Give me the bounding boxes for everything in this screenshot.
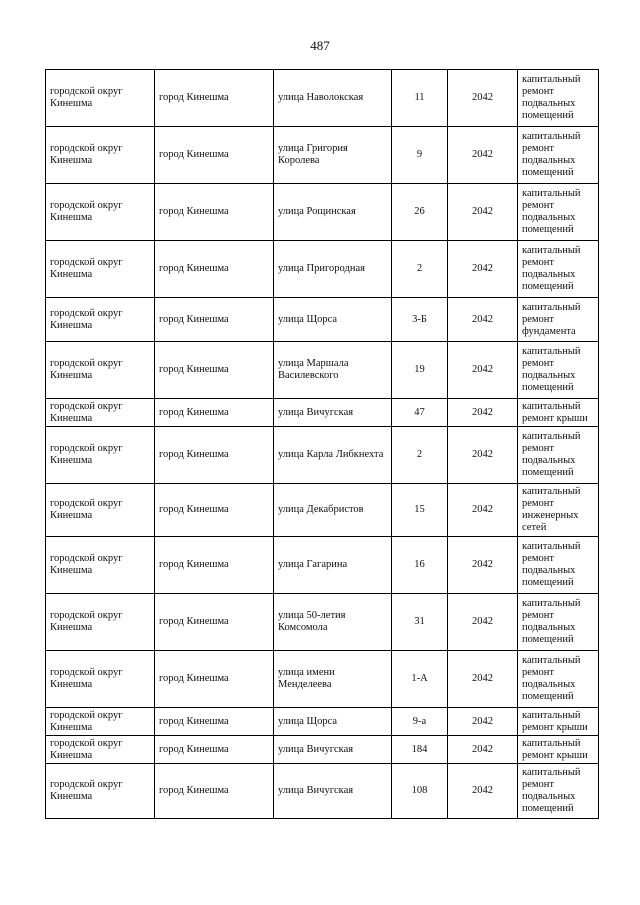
street-cell: улица Щорса	[274, 298, 392, 342]
street-cell: улица Вичугская	[274, 764, 392, 819]
municipality-cell: городской округ Кинешма	[46, 651, 155, 708]
municipality-cell: городской округ Кинешма	[46, 427, 155, 484]
municipality-cell: городской округ Кинешма	[46, 537, 155, 594]
house-number-cell: 108	[392, 764, 448, 819]
street-cell: улица Гагарина	[274, 537, 392, 594]
house-number-cell: 11	[392, 70, 448, 127]
work-type-cell: капитальный ремонт подвальных помещений	[518, 70, 599, 127]
table-row	[46, 594, 599, 651]
municipality-cell: городской округ Кинешма	[46, 399, 155, 427]
work-type-cell: капитальный ремонт подвальных помещений	[518, 342, 599, 399]
settlement-cell: город Кинешма	[155, 484, 274, 537]
street-cell: улица Рощинская	[274, 184, 392, 241]
street-cell: улица имени Менделеева	[274, 651, 392, 708]
house-number-cell: 26	[392, 184, 448, 241]
settlement-cell: город Кинешма	[155, 708, 274, 736]
settlement-cell: город Кинешма	[155, 184, 274, 241]
settlement-cell: город Кинешма	[155, 70, 274, 127]
table-row	[46, 708, 599, 736]
municipality-cell: городской округ Кинешма	[46, 298, 155, 342]
street-cell: улица Григория Королева	[274, 127, 392, 184]
work-type-cell: капитальный ремонт фундамента	[518, 298, 599, 342]
year-cell: 2042	[448, 70, 518, 127]
house-number-cell: 1-А	[392, 651, 448, 708]
house-number-cell: 15	[392, 484, 448, 537]
table-row	[46, 764, 599, 819]
page-number: 487	[310, 38, 330, 53]
street-cell: улица Декабристов	[274, 484, 392, 537]
year-cell: 2042	[448, 708, 518, 736]
work-type-cell: капитальный ремонт крыши	[518, 708, 599, 736]
work-type-cell: капитальный ремонт подвальных помещений	[518, 184, 599, 241]
table-row	[46, 427, 599, 484]
house-number-cell: 31	[392, 594, 448, 651]
year-cell: 2042	[448, 484, 518, 537]
work-type-cell: капитальный ремонт подвальных помещений	[518, 594, 599, 651]
year-cell: 2042	[448, 594, 518, 651]
year-cell: 2042	[448, 127, 518, 184]
work-type-cell: капитальный ремонт крыши	[518, 399, 599, 427]
street-cell: улица Маршала Василевского	[274, 342, 392, 399]
work-type-cell: капитальный ремонт подвальных помещений	[518, 127, 599, 184]
year-cell: 2042	[448, 241, 518, 298]
work-type-cell: капитальный ремонт инженерных сетей	[518, 484, 599, 537]
street-cell: улица Карла Либкнехта	[274, 427, 392, 484]
work-type-cell: капитальный ремонт подвальных помещений	[518, 764, 599, 819]
year-cell: 2042	[448, 537, 518, 594]
house-number-cell: 2	[392, 427, 448, 484]
year-cell: 2042	[448, 342, 518, 399]
municipality-cell: городской округ Кинешма	[46, 184, 155, 241]
table-row	[46, 127, 599, 184]
table-row	[46, 736, 599, 764]
municipality-cell: городской округ Кинешма	[46, 484, 155, 537]
municipality-cell: городской округ Кинешма	[46, 70, 155, 127]
municipality-cell: городской округ Кинешма	[46, 594, 155, 651]
street-cell: улица Щорса	[274, 708, 392, 736]
settlement-cell: город Кинешма	[155, 399, 274, 427]
settlement-cell: город Кинешма	[155, 342, 274, 399]
work-type-cell: капитальный ремонт подвальных помещений	[518, 651, 599, 708]
year-cell: 2042	[448, 651, 518, 708]
municipality-cell: городской округ Кинешма	[46, 708, 155, 736]
table-body	[46, 70, 599, 819]
house-number-cell: 2	[392, 241, 448, 298]
table-row	[46, 342, 599, 399]
municipality-cell: городской округ Кинешма	[46, 736, 155, 764]
municipality-cell: городской округ Кинешма	[46, 241, 155, 298]
municipality-cell: городской округ Кинешма	[46, 764, 155, 819]
street-cell: улица Вичугская	[274, 736, 392, 764]
work-type-cell: капитальный ремонт подвальных помещений	[518, 241, 599, 298]
settlement-cell: город Кинешма	[155, 764, 274, 819]
year-cell: 2042	[448, 764, 518, 819]
table-row	[46, 651, 599, 708]
year-cell: 2042	[448, 736, 518, 764]
street-cell: улица Вичугская	[274, 399, 392, 427]
work-type-cell: капитальный ремонт подвальных помещений	[518, 427, 599, 484]
table-row	[46, 70, 599, 127]
table-row	[46, 184, 599, 241]
settlement-cell: город Кинешма	[155, 298, 274, 342]
work-type-cell: капитальный ремонт крыши	[518, 736, 599, 764]
house-number-cell: 19	[392, 342, 448, 399]
year-cell: 2042	[448, 399, 518, 427]
settlement-cell: город Кинешма	[155, 736, 274, 764]
settlement-cell: город Кинешма	[155, 241, 274, 298]
year-cell: 2042	[448, 184, 518, 241]
settlement-cell: город Кинешма	[155, 537, 274, 594]
street-cell: улица 50-летия Комсомола	[274, 594, 392, 651]
municipality-cell: городской округ Кинешма	[46, 342, 155, 399]
house-number-cell: 184	[392, 736, 448, 764]
work-type-cell: капитальный ремонт подвальных помещений	[518, 537, 599, 594]
year-cell: 2042	[448, 298, 518, 342]
table-row	[46, 298, 599, 342]
settlement-cell: город Кинешма	[155, 651, 274, 708]
house-number-cell: 16	[392, 537, 448, 594]
street-cell: улица Пригородная	[274, 241, 392, 298]
settlement-cell: город Кинешма	[155, 594, 274, 651]
house-number-cell: 9-а	[392, 708, 448, 736]
year-cell: 2042	[448, 427, 518, 484]
settlement-cell: город Кинешма	[155, 427, 274, 484]
street-cell: улица Наволокская	[274, 70, 392, 127]
table-row	[46, 484, 599, 537]
table-row	[46, 241, 599, 298]
table-row	[46, 399, 599, 427]
house-number-cell: 9	[392, 127, 448, 184]
table-row	[46, 537, 599, 594]
house-number-cell: 47	[392, 399, 448, 427]
repair-schedule-table	[45, 69, 599, 819]
municipality-cell: городской округ Кинешма	[46, 127, 155, 184]
settlement-cell: город Кинешма	[155, 127, 274, 184]
house-number-cell: 3-Б	[392, 298, 448, 342]
